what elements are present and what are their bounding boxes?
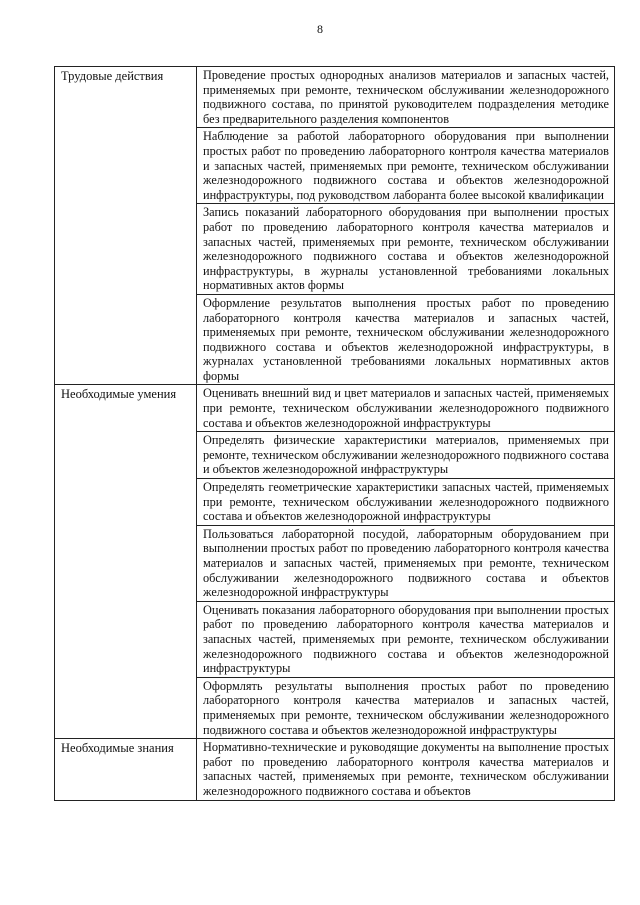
requirement-item: Запись показаний лабораторного оборудования при выполнении простых работ по проведению лабораторного контроля качества материалов и запасных частей, применяемых при ремонте, техническом обслуживании железнодорожного подвижного состава и объектов железнодорожной инфраструктуры, в журналы установленной требованиями локальных нормативных актов формы (197, 203, 614, 294)
requirement-item: Пользоваться лабораторной посудой, лабораторным оборудованием при выполнении простых работ по проведению лабораторного контроля качества материалов и запасных частей, применяемых при ремонте, техническом обслуживании железнодорожного подвижного состава и объектов железнодорожной инфраструктуры (197, 525, 614, 601)
section-label: Трудовые действия (55, 67, 197, 385)
requirement-item: Оформление результатов выполнения простых работ по проведению лабораторного контроля качества материалов и запасных частей, применяемых при ремонте, техническом обслуживании железнодорожного подвижного состава и объектов железнодорожной инфраструктуры, в журналах установленной требованиями локальных нормативных актов формы (197, 294, 614, 385)
section-row (55, 739, 615, 800)
section-label: Необходимые умения (55, 385, 197, 739)
requirement-item: Нормативно-технические и руководящие документы на выполнение простых работ по проведению лабораторного контроля качества материалов и запасных частей, применяемых при ремонте, техническом обслуживании железнодорожного подвижного состава и объектов (203, 740, 609, 798)
requirement-item: Оформлять результаты выполнения простых работ по проведению лабораторного контроля качества материалов и запасных частей, применяемых при ремонте, техническом обслуживании железнодорожного подвижного состава и объектов железнодорожной инфраструктуры (197, 677, 614, 738)
requirement-item: Определять геометрические характеристики запасных частей, применяемых при ремонте, техническом обслуживании железнодорожного подвижного состава и объектов железнодорожной инфраструктуры (197, 478, 614, 525)
section-items (197, 385, 615, 739)
requirement-item: Оценивать показания лабораторного оборудования при выполнении простых работ по проведению лабораторного контроля качества материалов и запасных частей, применяемых при ремонте, техническом обслуживании железнодорожного подвижного состава и объектов железнодорожной инфраструктуры (197, 601, 614, 677)
requirement-item: Проведение простых однородных анализов материалов и запасных частей, применяемых при ремонте, техническом обслуживании железнодорожного подвижного состава, по принятой руководителем подразделения методике без предварительного разделения компонентов (203, 68, 609, 126)
section-label: Необходимые знания (55, 739, 197, 800)
page-number: 8 (317, 22, 323, 36)
section-items (197, 67, 615, 385)
competency-table (54, 66, 615, 801)
section-row (55, 67, 615, 385)
requirement-item: Оценивать внешний вид и цвет материалов и запасных частей, применяемых при ремонте, техническом обслуживании железнодорожного подвижного состава и объектов железнодорожной инфраструктуры (203, 386, 609, 430)
requirement-item: Определять физические характеристики материалов, применяемых при ремонте, техническом обслуживании железнодорожного подвижного состава и объектов железнодорожной инфраструктуры (197, 431, 614, 478)
requirement-item: Наблюдение за работой лабораторного оборудования при выполнении простых работ по проведению лабораторного контроля качества материалов и запасных частей, применяемых при ремонте, техническом обслуживании железнодорожного подвижного состава и объектов железнодорожной инфраструктуры, под руководством лаборанта более высокой квалификации (197, 127, 614, 203)
table-body (55, 67, 615, 801)
section-items (197, 739, 615, 800)
section-row (55, 385, 615, 739)
